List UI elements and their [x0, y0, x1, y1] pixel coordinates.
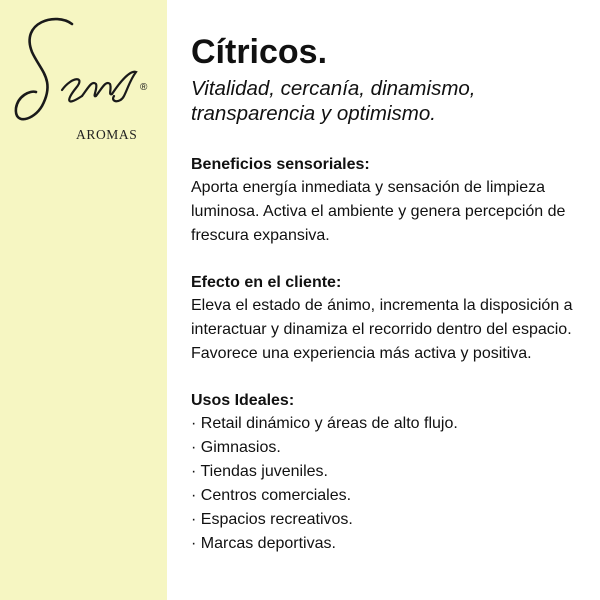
- main-content: [191, 30, 591, 556]
- section-heading: Efecto en el cliente:: [191, 274, 342, 291]
- section-heading: Usos Ideales:: [191, 392, 295, 409]
- list-item: · Marcas deportivas.: [191, 532, 591, 556]
- page-subtitle: Vitalidad, cercanía, dinamismo, transparencia y optimismo.: [191, 77, 476, 125]
- brand-logo: [6, 10, 156, 140]
- list-item: · Gimnasios.: [191, 436, 591, 460]
- section-heading: Beneficios sensoriales:: [191, 156, 370, 173]
- list-item: · Espacios recreativos.: [191, 508, 591, 532]
- section-usos: [191, 390, 591, 556]
- section-beneficios: [191, 154, 591, 248]
- page-title: Cítricos.: [191, 33, 328, 71]
- section-efecto: [191, 272, 591, 366]
- uses-list: [191, 412, 591, 556]
- logo-subtitle: AROMAS: [76, 127, 138, 142]
- list-item: · Retail dinámico y áreas de alto flujo.: [191, 412, 591, 436]
- list-item: · Centros comerciales.: [191, 484, 591, 508]
- section-body: Eleva el estado de ánimo, incrementa la disposición a interactuar y dinamiza el recorrido dentro del espacio. Favorece una experiencia más activa y positiva.: [191, 297, 573, 362]
- side-band: [0, 0, 167, 600]
- logo-script-mark: [6, 10, 156, 130]
- list-item: · Tiendas juveniles.: [191, 460, 591, 484]
- registered-mark: ®: [140, 82, 148, 93]
- section-body: Aporta energía inmediata y sensación de limpieza luminosa. Activa el ambiente y genera percepción de frescura expansiva.: [191, 179, 566, 244]
